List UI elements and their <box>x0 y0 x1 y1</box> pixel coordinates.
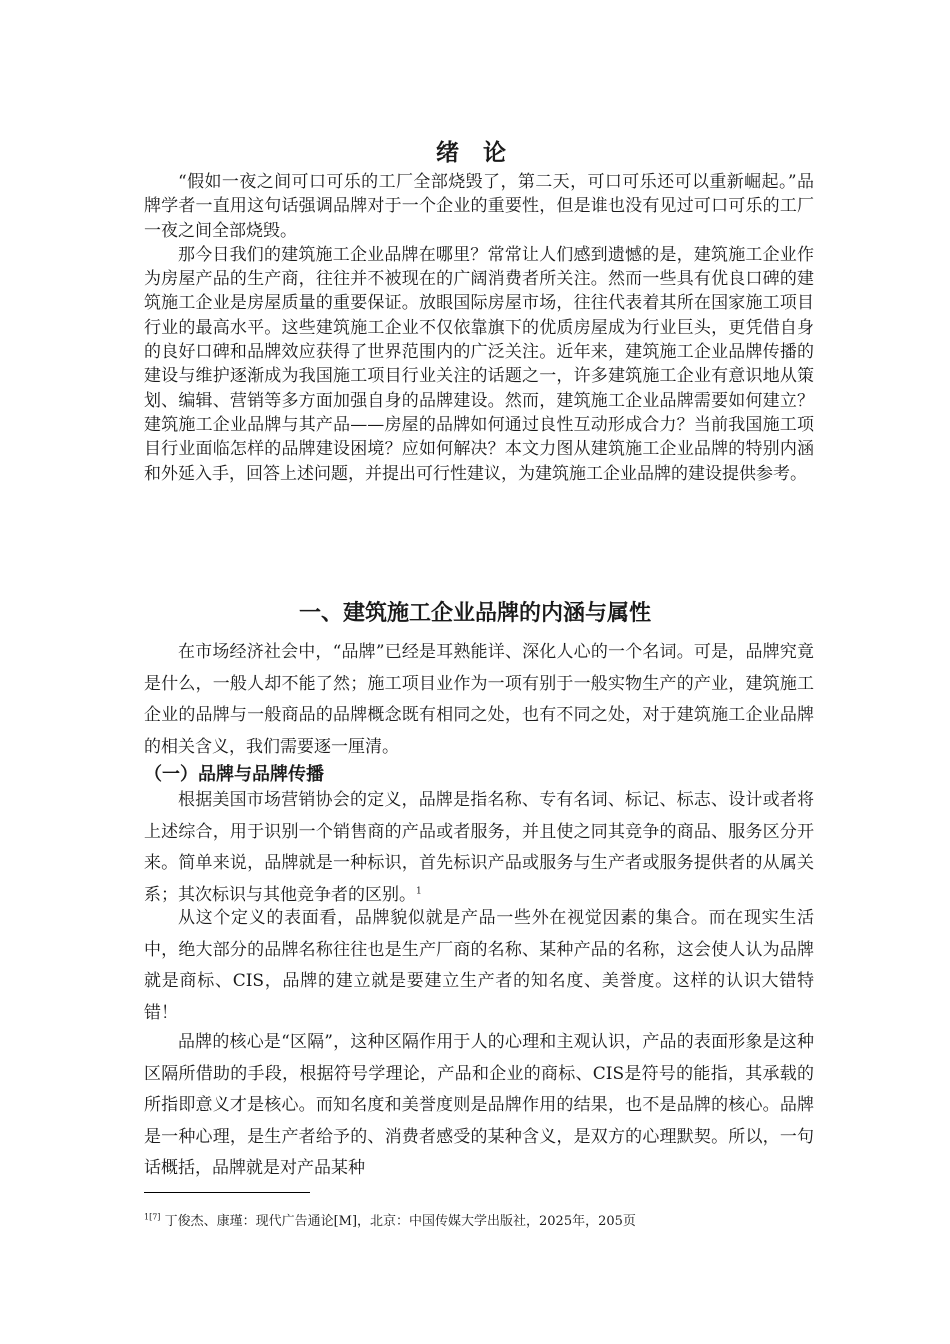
subsection-title: （一）品牌与品牌传播 <box>144 764 324 785</box>
intro-paragraph-1: “假如一夜之间可口可乐的工厂全部烧毁了，第二天，可口可乐还可以重新崛起。”品牌学者一直用这句话强调品牌对于一个企业的重要性，但是谁也没有见过可口可乐的工厂一夜之间全部烧毁。 <box>144 172 814 241</box>
subsection-paragraph-3: 品牌的核心是“区隔”，这种区隔作用于人的心理和主观认识，产品的表面形象是这种区隔所借助的手段，根据符号学理论，产品和企业的商标、CIS是符号的能指，其承载的所指即意义才是核心。而知名度和美誉度则是品牌作用的结果，也不是品牌的核心。品牌是一种心理，是生产者给予的、消费者感受的某种含义，是双方的心理默契。所以，一句话概括，品牌就是对产品某种 <box>144 1032 814 1179</box>
document-title: 绪 论 <box>435 140 514 166</box>
subsection-paragraph-1 <box>144 785 814 911</box>
footnote-text: 丁俊杰、康瑾：现代广告通论[M]，北京：中国传媒大学出版社，2025年，205页 <box>164 1214 636 1229</box>
subsection-paragraph-1-text: 根据美国市场营销协会的定义，品牌是指名称、专有名词、标记、标志、设计或者将上述综合，用于识别一个销售商的产品或者服务，并且使之同其竞争的商品、服务区分开来。简单来说，品牌就是一种标识，首先标识产品或服务与生产者或服务提供者的从属关系；其次标识与其他竞争者的区别。 <box>144 790 814 905</box>
intro-paragraph-2: 那今日我们的建筑施工企业品牌在哪里？常常让人们感到遗憾的是，建筑施工企业作为房屋产品的生产商，往往并不被现在的广阔消费者所关注。然而一些具有优良口碑的建筑施工企业是房屋质量的重要保证。放眼国际房屋市场，往往代表着其所在国家施工项目行业的最高水平。这些建筑施工企业不仅依靠旗下的优质房屋成为行业巨头，更凭借自身的良好口碑和品牌效应获得了世界范围内的广泛关注。近年来，建筑施工企业品牌传播的建设与维护逐渐成为我国施工项目行业关注的话题之一，许多建筑施工企业有意识地从策划、编辑、营销等多方面加强自身的品牌建设。然而，建筑施工企业品牌需要如何建立？建筑施工企业品牌与其产品——房屋的品牌如何通过良性互动形成合力？当前我国施工项目行业面临怎样的品牌建设困境？应如何解决？本文力图从建筑施工企业品牌的特别内涵和外延入手，回答上述问题，并提出可行性建议，为建筑施工企业品牌的建设提供参考。 <box>144 244 814 484</box>
section-body <box>144 637 814 763</box>
subsection-body-1 <box>144 785 814 911</box>
footnote-marker: 1[7] <box>144 1212 161 1222</box>
intro-section <box>144 170 814 486</box>
footnote <box>144 1210 636 1229</box>
subsection-body-2 <box>144 903 814 1029</box>
footnote-reference[interactable]: 1 <box>416 886 422 897</box>
subsection-paragraph-2: 从这个定义的表面看，品牌貌似就是产品一些外在视觉因素的集合。而在现实生活中，绝大部分的品牌名称往往也是生产厂商的名称、某种产品的名称，这会使人认为品牌就是商标、CIS，品牌的建立就是要建立生产者的知名度、美誉度。这样的认识大错特错！ <box>144 908 814 1023</box>
footnote-divider <box>144 1192 310 1193</box>
subsection-body-3 <box>144 1027 814 1185</box>
section-paragraph: 在市场经济社会中，“品牌”已经是耳熟能详、深化人心的一个名词。可是，品牌究竟是什么，一般人却不能了然；施工项目业作为一项有别于一般实物生产的产业，建筑施工企业的品牌与一般商品的品牌概念既有相同之处，也有不同之处，对于建筑施工企业品牌的相关含义，我们需要逐一厘清。 <box>144 642 814 757</box>
section-title: 一、建筑施工企业品牌的内涵与属性 <box>298 601 651 626</box>
